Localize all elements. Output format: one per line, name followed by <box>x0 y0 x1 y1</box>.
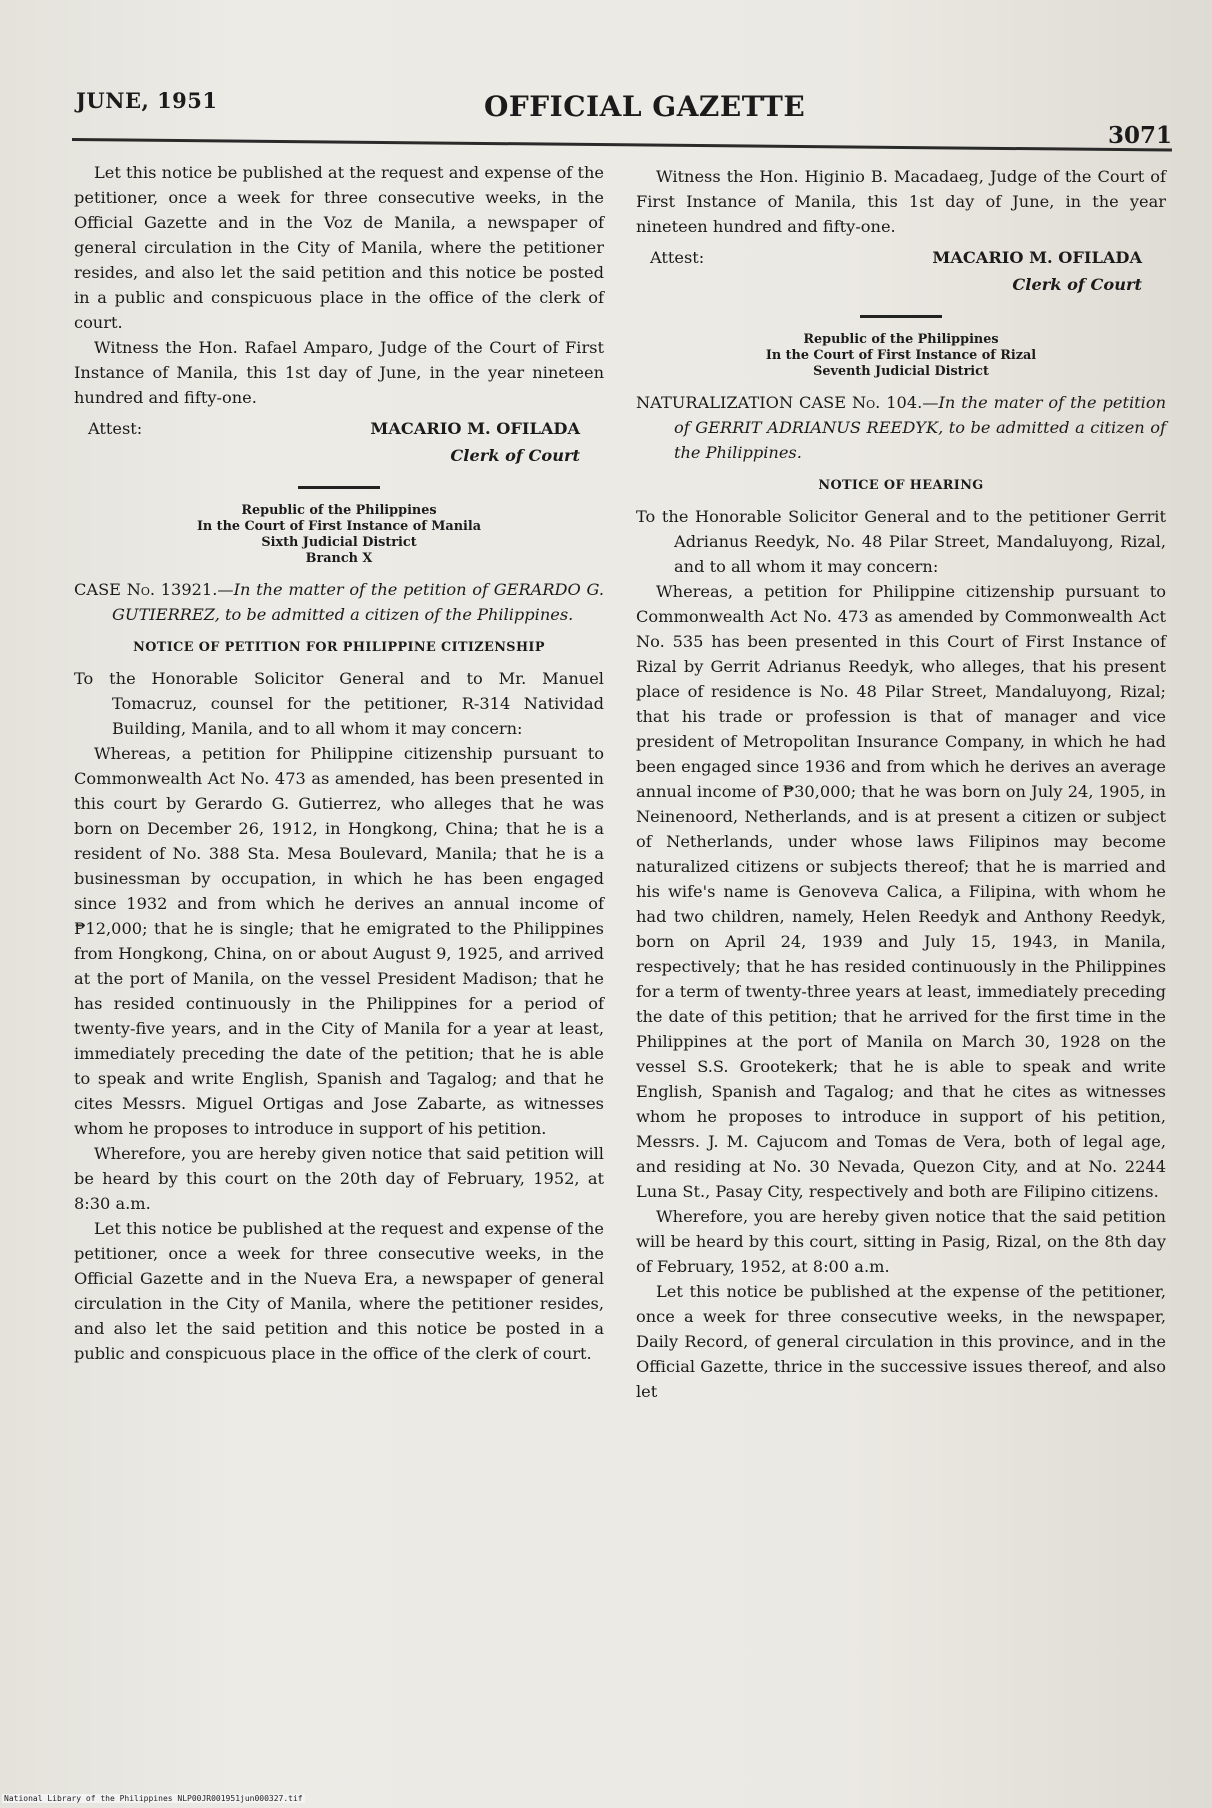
court-caption <box>74 503 604 567</box>
section-divider <box>298 486 380 489</box>
court-caption-line: Republic of the Philippines <box>241 503 437 518</box>
case-title <box>74 577 604 627</box>
publication-title: OFFICIAL GAZETTE <box>484 90 806 123</box>
section-divider <box>860 315 942 318</box>
notice-heading: NOTICE OF PETITION FOR PHILIPPINE CITIZENSHIP <box>133 640 545 655</box>
left-column <box>74 160 604 1366</box>
clerk-name: MACARIO M. OFILADA <box>370 419 580 438</box>
whereas-paragraph: Whereas, a petition for Philippine citizenship pursuant to Commonwealth Act No. 473 as amended by Commonwealth Act No. 535 has been presented in this Court of First Instance of Rizal by Gerrit Adrianus Reedyk, who alleges, that his present place of residence is No. 48 Pilar Street, Mandaluyong, Rizal; that his trade or profession is that of manager and vice president of Metropolitan Insurance Company, in which he had been engaged since 1936 and from which he derives an average annual income of ₱30,000; that he was born on July 24, 1905, in Neinenoord, Netherlands, and is at present a citizen or subject of Netherlands, under whose laws Filipinos may become naturalized citizens or subjects thereof; that he is married and his wife's name is Genoveva Calica, a Filipina, with whom he had two children, namely, Helen Reedyk and Anthony Reedyk, born on April 24, 1939 and July 15, 1943, in Manila, respectively; that he has resided continuously in the Philippines for a term of twenty-three years at least, immediately preceding the date of this petition; that he arrived for the first time in the Philippines at the port of Manila on March 30, 1928 on the vessel S.S. Grootekerk; that he is able to speak and write English, Spanish and Tagalog; and that he cites as witnesses whom he proposes to introduce in support of his petition, Messrs. J. M. Cajucom and Tomas de Vera, both of legal age, and residing at No. 30 Nevada, Quezon City, and at No. 2244 Luna St., Pasay City, respectively and both are Filipino citizens. <box>636 582 1166 1201</box>
court-caption-line: In the Court of First Instance of Rizal <box>765 348 1037 363</box>
whereas-paragraph: Whereas, a petition for Philippine citizenship pursuant to Commonwealth Act No. 473 as amended, has been presented in this court by Gerardo G. Gutierrez, who alleges that he was born on December 26, 1912, in Hongkong, China; that he is a resident of No. 388 Sta. Mesa Boulevard, Manila; that he is a businessman by occupation, in which he has been engaged since 1932 and from which he derives an annual income of ₱12,000; that he is single; that he emigrated to the Philippines from Hongkong, China, on or about August 9, 1925, and arrived at the port of Manila, on the vessel President Madison; that he has resided continuously in the Philippines for a period of twenty-five years, and in the City of Manila for a year at least, immediately preceding the date of the petition; that he is able to speak and write English, Spanish and Tagalog; and that he cites Messrs. Miguel Ortigas and Jose Zabarte, as witnesses whom he proposes to introduce in support of his petition. <box>74 744 604 1138</box>
court-caption <box>636 332 1166 380</box>
signature-block <box>74 416 604 472</box>
wherefore-paragraph: Wherefore, you are hereby given notice that said petition will be heard by this court on the 20th day of February, 1952, at 8:30 a.m. <box>74 1144 604 1213</box>
right-column <box>636 164 1166 1404</box>
page-number: 3071 <box>1108 122 1173 149</box>
court-caption-line: Republic of the Philippines <box>803 332 999 347</box>
court-caption-line: In the Court of First Instance of Manila <box>196 519 482 534</box>
publication-paragraph: Let this notice be published at the expense of the petitioner, once a week for three consecutive weeks, in the newspaper, Daily Record, of general circulation in this province, and in the Official Gazette, thrice in the successive issues thereof, and also let <box>636 1282 1166 1401</box>
address-paragraph: To the Honorable Solicitor General and to the petitioner Gerrit Adrianus Reedyk, No. 48 Pilar Street, Mandaluyong, Rizal, and to all whom it may concern: <box>636 507 1166 576</box>
wherefore-paragraph: Wherefore, you are hereby given notice that the said petition will be heard by this court, sitting in Pasig, Rizal, on the 8th day of February, 1952, at 8:00 a.m. <box>636 1207 1166 1276</box>
header-rule <box>72 138 1172 152</box>
case-description: —In the mater of the petition of GERRIT ADRIANUS REEDYK, to be admitted a citizen of the Philippines. <box>674 393 1166 462</box>
issue-date: JUNE, 1951 <box>76 88 218 113</box>
case-label: CASE No. 13921. <box>74 580 218 599</box>
attest-label: Attest: <box>88 419 143 438</box>
case-description: —In the matter of the petition of GERARDO G. GUTIERREZ, to be admitted a citizen of the Philippines. <box>112 580 604 624</box>
publication-paragraph: Let this notice be published at the request and expense of the petitioner, once a week for three consecutive weeks, in the Official Gazette and in the Nueva Era, a newspaper of general circulation in the City of Manila, where the petitioner resides, and also let the said petition and this notice be posted in a public and conspicuous place in the office of the clerk of court. <box>74 1219 604 1363</box>
signature-block <box>636 245 1166 301</box>
notice-heading: NOTICE OF HEARING <box>818 478 984 493</box>
continued-publication-paragraph: Let this notice be published at the request and expense of the petitioner, once a week for three consecutive weeks, in the Official Gazette and in the Voz de Manila, a newspaper of general circulation in the City of Manila, where the petitioner resides, and also let the said petition and this notice be posted in a public and conspicuous place in the office of the clerk of court. <box>74 163 604 332</box>
clerk-name: MACARIO M. OFILADA <box>932 248 1142 267</box>
address-paragraph: To the Honorable Solicitor General and to Mr. Manuel Tomacruz, counsel for the petitioner, R-314 Natividad Building, Manila, and to all whom it may concern: <box>74 669 604 738</box>
witness-paragraph: Witness the Hon. Higinio B. Macadaeg, Judge of the Court of First Instance of Manila, this 1st day of June, in the year nineteen hundred and fifty-one. <box>636 167 1166 236</box>
court-caption-line: Branch X <box>305 551 373 566</box>
case-title <box>636 390 1166 465</box>
witness-paragraph: Witness the Hon. Rafael Amparo, Judge of the Court of First Instance of Manila, this 1st day of June, in the year nineteen hundred and fifty-one. <box>74 338 604 407</box>
court-caption-line: Seventh Judicial District <box>813 364 989 379</box>
attest-label: Attest: <box>650 248 705 267</box>
scan-footer: National Library of the Philippines NLP00JR001951jun000327.tif <box>4 1794 303 1803</box>
clerk-role: Clerk of Court <box>450 446 580 465</box>
court-caption-line: Sixth Judicial District <box>261 535 417 550</box>
case-label: NATURALIZATION CASE No. 104. <box>636 393 923 412</box>
clerk-role: Clerk of Court <box>1012 275 1142 294</box>
